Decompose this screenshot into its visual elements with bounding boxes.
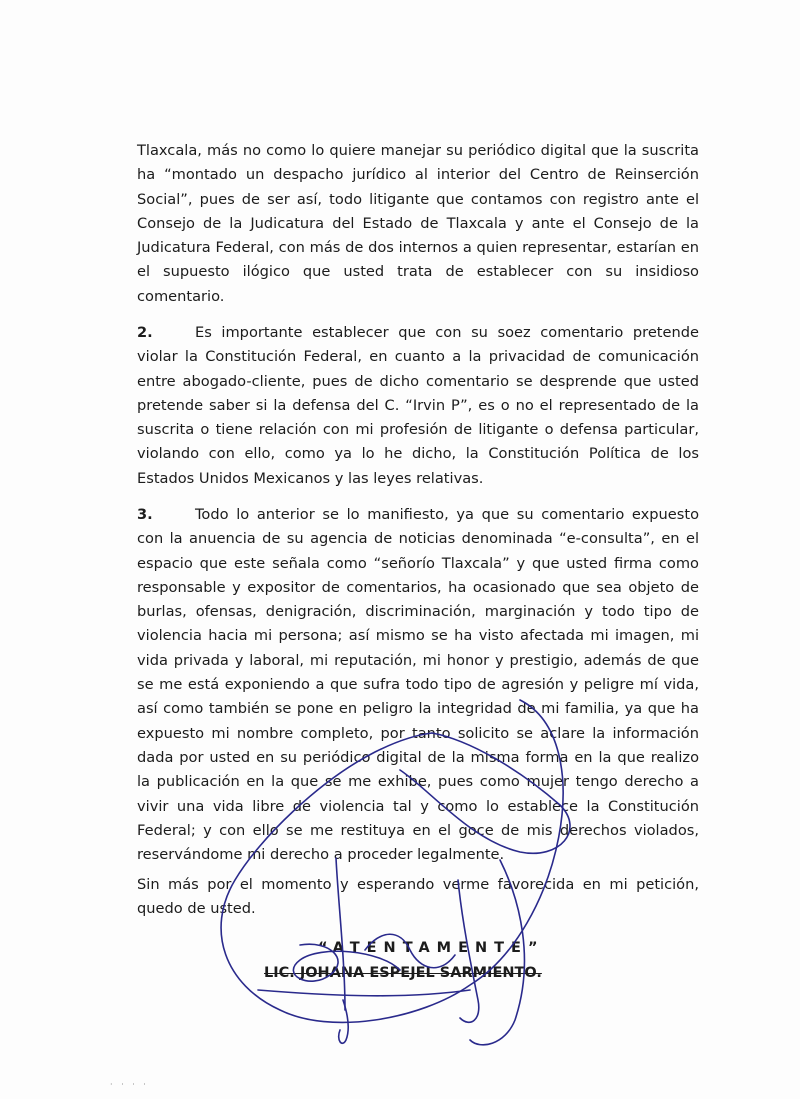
signature-tail [339,1000,348,1043]
scan-specks: · · · · [110,1080,149,1089]
paragraph-item-2 [137,321,699,491]
signatory-name: LIC. JOHANA ESPEJEL SARMIENTO. [264,965,542,981]
paragraph-intro: Tlaxcala, más no como lo quiere manejar su periódico digital que la suscrita ha “montado un despacho jurídico al interior del Centro de Reinserción Social”, pues de ser así, todo litigante que contamos con registro ante el Consejo de la Judicatura del Estado de Tlaxcala y ante el Consejo de la Judicatura Federal, con más de dos internos a quien representar, estarían en el supuesto ilógico que usted trata de establecer con su insidioso comentario. [137,142,699,305]
item-3-text: Todo lo anterior se lo manifiesto, ya que su comentario expuesto con la anuencia de su agencia de noticias denominada “e-consulta”, en el espacio que este señala como “señorío Tlaxcala” y que usted firma como responsable y expositor de comentarios, ha ocasionado que sea objeto de burlas, ofensas, denigración, discriminación, marginación y todo tipo de violencia hacia mi persona; así mismo se ha visto afectada mi imagen, mi vida privada y laboral, mi reputación, mi honor y prestigio, además de que se me está exponiendo a que sufra todo tipo de agresión y peligre mí vida, así como también se pone en peligro la integridad de mi familia, ya que ha expuesto mi nombre completo, por tanto solicito se aclare la información dada por usted en su periódico digital de la misma forma en la que realizo la publicación en la que se me exhibe, pues como mujer tengo derecho a vivir una vida libre de violencia tal y como lo establece la Constitución Federal; y con ello se me restituya en el goce de mis derechos violados, reservándome mi derecho a proceder legalmente. [137,506,699,864]
paragraph-closing: Sin más por el momento y esperando verme favorecida en mi petición, quedo de usted. [137,876,699,918]
item-2-number: 2. [137,324,153,341]
item-2-text: Es importante establecer que con su soez comentario pretende violar la Constitución Federal, en cuanto a la privacidad de comunicación entre abogado-cliente, pues de dicho comentario se desprende que usted pretende saber si la defensa del C. “Irvin P”, es o no el representado de la suscrita o tiene relación con mi profesión de litigante o defensa particular, violando con ello, como ya lo he dicho, la Constitución Política de los Estados Unidos Mexicanos y las leyes relativas. [137,324,699,487]
signature-salutation: “ATENTAMENTE” [318,940,545,956]
paragraph-item-3 [137,503,699,867]
item-3-number: 3. [137,506,153,523]
